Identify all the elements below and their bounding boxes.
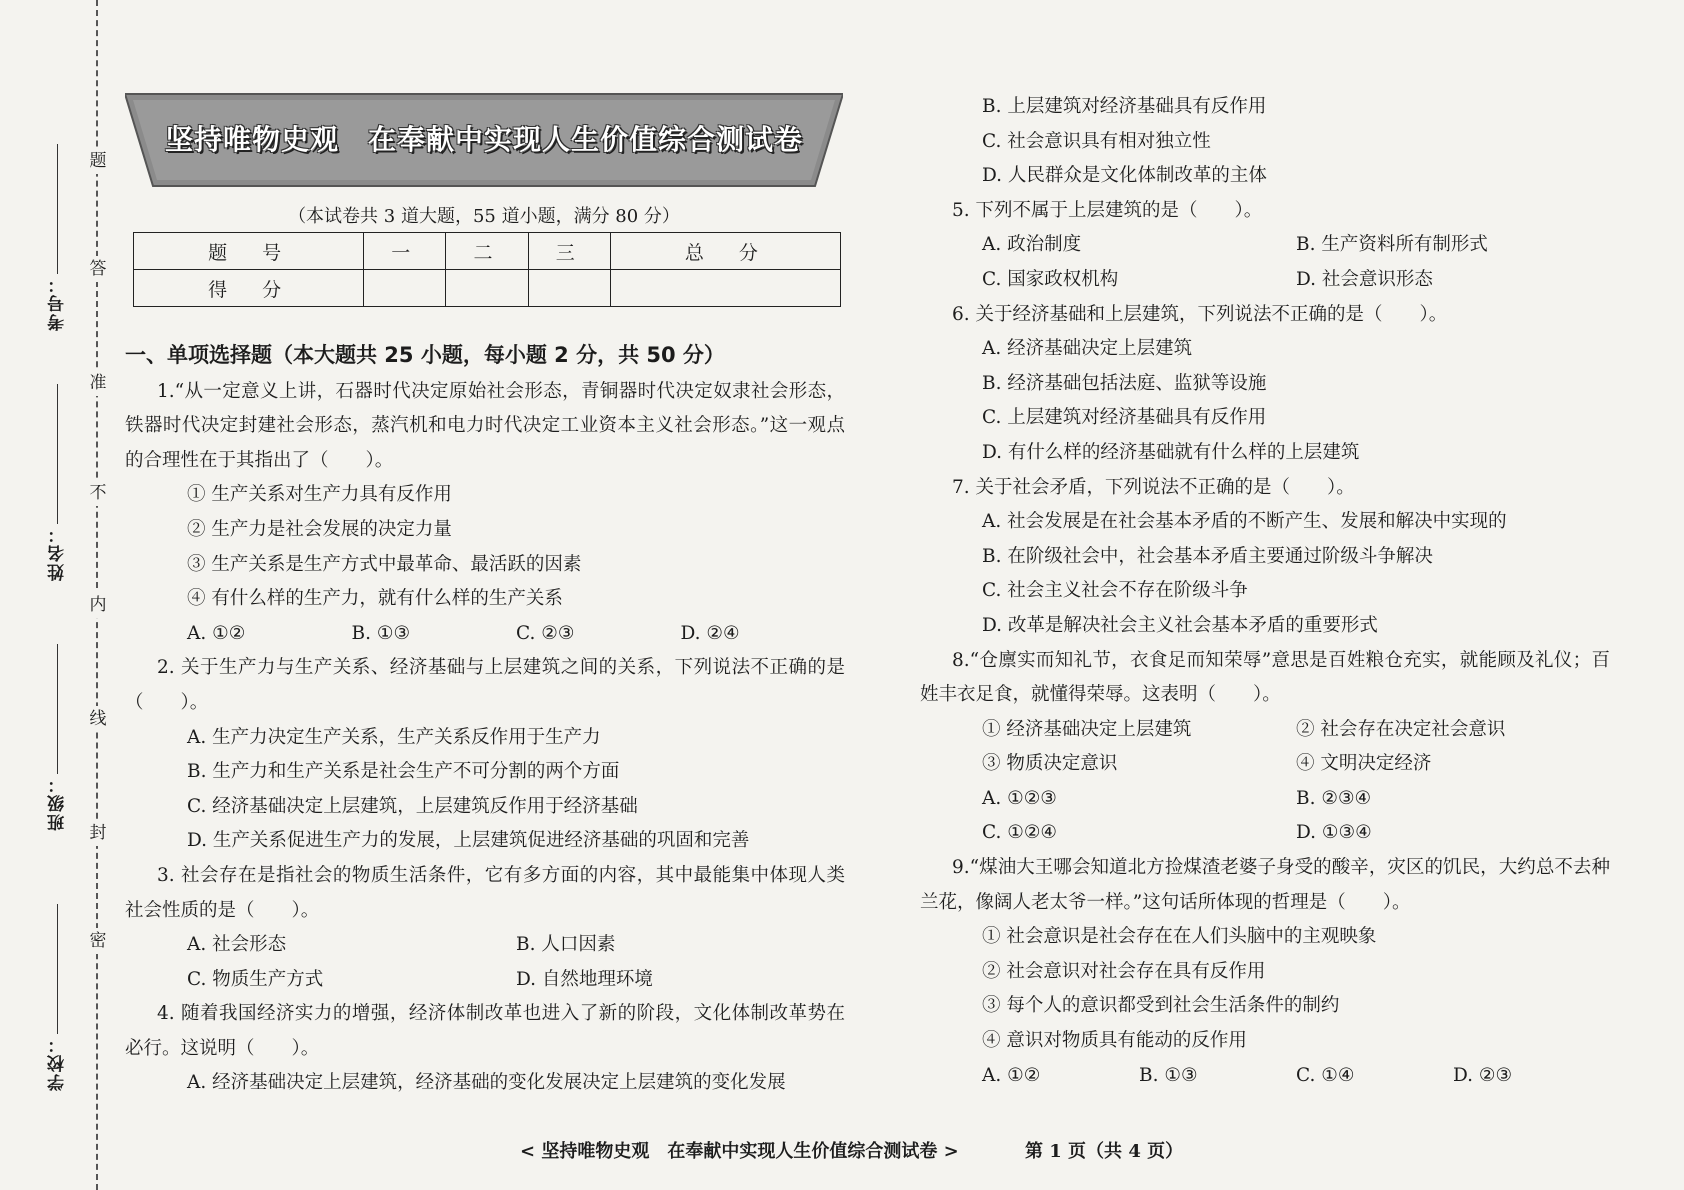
choice-option[interactable]: B. 生产资料所有制形式: [1296, 234, 1488, 256]
seal-char: 准: [88, 370, 108, 396]
page-number: 第 1 页（共 4 页）: [1025, 1141, 1184, 1162]
score-table-header-row: [134, 233, 841, 270]
statement-item: ① 社会意识是社会存在在人们头脑中的主观映象: [982, 926, 1377, 948]
choice-option[interactable]: D. ①③④: [1296, 822, 1372, 844]
score-header-cell: 一: [364, 233, 446, 270]
choice-row: [125, 617, 845, 652]
seal-char: 密: [88, 928, 108, 954]
school-line: [57, 904, 58, 1034]
choice-option[interactable]: C. 社会意识具有相对独立性: [982, 130, 1211, 152]
score-header-cell: 二: [446, 233, 528, 270]
score-row-label: 得 分: [134, 270, 364, 307]
choice-option[interactable]: D. 改革是解决社会主义社会基本矛盾的重要形式: [982, 614, 1378, 636]
section-title: 一、单项选择题（本大题共 25 小题，每小题 2 分，共 50 分）: [125, 343, 725, 367]
exam-number-label: 考号：: [47, 274, 68, 331]
choice-row: [125, 928, 845, 963]
binding-margin: [0, 0, 110, 1190]
statement-item: ① 生产关系对生产力具有反作用: [187, 484, 452, 506]
choice-option[interactable]: A. 社会发展是在社会基本矛盾的不断产生、发展和解决中实现的: [982, 511, 1507, 533]
choice-option[interactable]: D. ②③: [1453, 1064, 1513, 1086]
choice-option[interactable]: C. ②③: [516, 622, 575, 644]
seal-char: 不: [88, 480, 108, 506]
seal-char: 线: [88, 706, 108, 732]
choice-option[interactable]: A. 政治制度: [982, 234, 1082, 256]
statement-item: ④ 文明决定经济: [1296, 753, 1432, 775]
score-cell[interactable]: [446, 270, 528, 307]
question-stem: 1.“从一定意义上讲，石器时代决定原始社会形态，青铜器时代决定奴隶社会形态，铁器时代决定封建社会形态，蒸汽机和电力时代决定工业资本主义社会形态。”这一观点的合理性在于其指出了（ ）。: [125, 380, 845, 471]
statement-item: ② 社会存在决定社会意识: [1296, 718, 1506, 740]
exam-note: （本试卷共 3 道大题，55 道小题，满分 80 分）: [288, 206, 680, 227]
choice-option[interactable]: B. 人口因素: [516, 934, 616, 956]
seal-char: 题: [88, 148, 108, 174]
class-label: 班级：: [47, 774, 68, 831]
right-column: [920, 90, 1610, 1093]
choice-row: [920, 782, 1610, 817]
name-field[interactable]: [42, 380, 72, 581]
score-cell[interactable]: [528, 270, 610, 307]
exam-number-field[interactable]: [42, 140, 72, 331]
statement-item: ③ 物质决定意识: [982, 753, 1118, 775]
seal-char: 内: [88, 592, 108, 618]
school-label: 学校：: [47, 1034, 68, 1091]
question-stem: 9.“煤油大王哪会知道北方捡煤渣老婆子身受的酸辛，灾区的饥民，大约总不去种兰花，像阔人老太爷一样。”这句话所体现的哲理是（ ）。: [920, 857, 1610, 913]
choice-option[interactable]: A. ①②: [982, 1064, 1041, 1086]
seal-char: 答: [88, 256, 108, 282]
choice-option[interactable]: C. 社会主义社会不存在阶级斗争: [982, 580, 1248, 602]
choice-option[interactable]: B. 上层建筑对经济基础具有反作用: [982, 96, 1267, 117]
statement-item: ② 社会意识对社会存在具有反作用: [982, 960, 1266, 982]
choice-option[interactable]: A. ①②: [187, 622, 246, 644]
score-header-cell: 三: [528, 233, 610, 270]
choice-option[interactable]: B. ②③④: [1296, 787, 1372, 809]
score-header-cell: 题 号: [134, 233, 364, 270]
statement-item: ④ 意识对物质具有能动的反作用: [982, 1030, 1247, 1052]
score-cell[interactable]: [610, 270, 840, 307]
choice-option[interactable]: C. 国家政权机构: [982, 268, 1119, 290]
left-column: [125, 338, 845, 1101]
exam-number-line: [57, 144, 58, 274]
choice-option[interactable]: D. 有什么样的经济基础就有什么样的上层建筑: [982, 441, 1360, 463]
question-stem: 7. 关于社会矛盾，下列说法不正确的是（ ）。: [952, 476, 1355, 498]
choice-option[interactable]: A. 生产力决定生产关系，生产关系反作用于生产力: [187, 726, 601, 748]
choice-row: [125, 963, 845, 998]
choice-option[interactable]: B. ①③: [351, 622, 411, 644]
class-line: [57, 644, 58, 774]
choice-option[interactable]: C. 经济基础决定上层建筑，上层建筑反作用于经济基础: [187, 795, 638, 817]
statement-row: [920, 747, 1610, 782]
choice-option[interactable]: B. 经济基础包括法庭、监狱等设施: [982, 372, 1267, 394]
footer-title: < 坚持唯物史观 在奉献中实现人生价值综合测试卷 >: [520, 1141, 959, 1162]
choice-option[interactable]: C. ①④: [1296, 1064, 1355, 1086]
school-field[interactable]: [42, 900, 72, 1091]
choice-option[interactable]: C. 上层建筑对经济基础具有反作用: [982, 407, 1267, 429]
choice-option[interactable]: D. 人民群众是文化体制改革的主体: [982, 165, 1267, 187]
choice-option[interactable]: B. ①③: [1139, 1064, 1198, 1086]
class-field[interactable]: [42, 640, 72, 831]
choice-option[interactable]: A. ①②③: [982, 787, 1057, 809]
seal-char: 封: [88, 820, 108, 846]
question-stem: 5. 下列不属于上层建筑的是（ ）。: [952, 199, 1263, 221]
score-header-cell: 总 分: [610, 233, 840, 270]
choice-option[interactable]: B. 在阶级社会中，社会基本矛盾主要通过阶级斗争解决: [982, 545, 1433, 567]
question-stem: 4. 随着我国经济实力的增强，经济体制改革也进入了新的阶段，文化体制改革势在必行。这说明（ ）。: [125, 1003, 845, 1059]
choice-option[interactable]: B. 生产力和生产关系是社会生产不可分割的两个方面: [187, 761, 620, 783]
choice-option[interactable]: D. 生产关系促进生产力的发展，上层建筑促进经济基础的巩固和完善: [187, 830, 750, 852]
choice-option[interactable]: C. 物质生产方式: [187, 968, 324, 990]
score-table-score-row: [134, 270, 841, 307]
choice-option[interactable]: A. 经济基础决定上层建筑: [982, 338, 1193, 360]
page-title: 坚持唯物史观 在奉献中实现人生价值综合测试卷: [164, 123, 803, 156]
choice-option[interactable]: A. 经济基础决定上层建筑，经济基础的变化发展决定上层建筑的变化发展: [187, 1072, 786, 1094]
choice-option[interactable]: D. 自然地理环境: [516, 968, 653, 990]
question-stem: 6. 关于经济基础和上层建筑，下列说法不正确的是（ ）。: [952, 303, 1448, 325]
choice-option[interactable]: D. 社会意识形态: [1296, 268, 1433, 290]
choice-row: [920, 263, 1610, 298]
choice-row: [920, 1059, 1610, 1094]
choice-row: [920, 816, 1610, 851]
statement-item: ④ 有什么样的生产力，就有什么样的生产关系: [187, 588, 563, 610]
score-table: [133, 232, 841, 307]
name-line: [57, 384, 58, 524]
statement-row: [920, 713, 1610, 748]
score-cell[interactable]: [364, 270, 446, 307]
statement-item: ③ 每个人的意识都受到社会生活条件的制约: [982, 995, 1340, 1017]
choice-row: [920, 228, 1610, 263]
title-banner: [125, 92, 843, 188]
question-stem: 3. 社会存在是指社会的物质生活条件，它有多方面的内容，其中最能集中体现人类社会性质的是（ ）。: [125, 864, 845, 921]
choice-option[interactable]: A. 社会形态: [187, 934, 287, 956]
question-stem: 8.“仓廪实而知礼节，衣食足而知荣辱”意思是百姓粮仓充实，就能顾及礼仪；百姓丰衣足食，就懂得荣辱。这表明（ ）。: [920, 649, 1610, 706]
statement-item: ③ 生产关系是生产方式中最革命、最活跃的因素: [187, 553, 582, 575]
question-stem: 2. 关于生产力与生产关系、经济基础与上层建筑之间的关系，下列说法不正确的是（ ）。: [125, 657, 845, 713]
choice-option[interactable]: D. ②④: [680, 622, 740, 644]
statement-item: ① 经济基础决定上层建筑: [982, 718, 1192, 740]
statement-item: ② 生产力是社会发展的决定力量: [187, 518, 452, 540]
choice-option[interactable]: C. ①②④: [982, 822, 1058, 844]
name-label: 姓名：: [47, 524, 68, 581]
